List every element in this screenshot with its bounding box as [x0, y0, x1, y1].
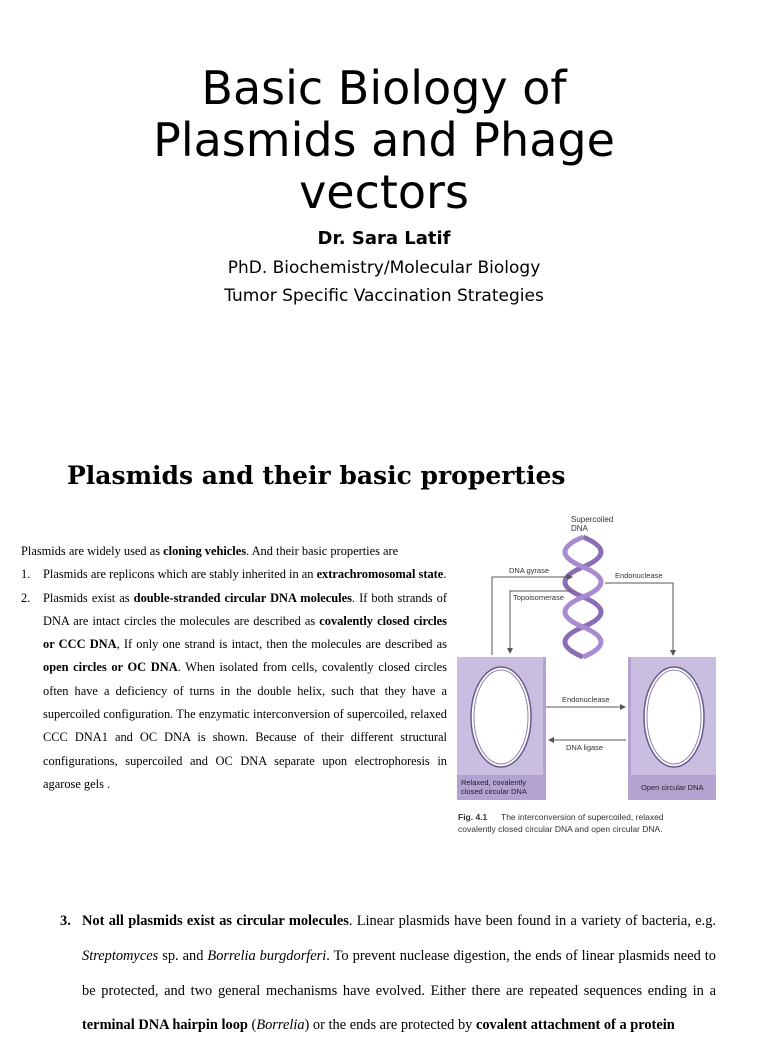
caption-line-1: The interconversion of supercoiled, relaxed [501, 812, 664, 822]
item-bold: open circles or OC DNA [43, 660, 178, 675]
item-text: ( [247, 1017, 257, 1034]
item-text: Plasmids exist as [43, 590, 134, 605]
intro-paragraph [21, 540, 447, 563]
gyrase-arrow [492, 577, 572, 655]
dna-ligase-label: DNA ligase [566, 743, 604, 752]
relaxed-circle [471, 667, 531, 767]
dna-interconversion-figure [455, 505, 723, 840]
list-item [21, 563, 447, 586]
dna-gyrase-label: DNA gyrase [509, 566, 550, 575]
list-item [82, 904, 716, 1043]
item-bold: extrachromosomal state [316, 567, 444, 582]
supercoiled-label-2: DNA [571, 524, 588, 533]
page-title [0, 62, 768, 218]
author-name: Dr. Sara Latif [317, 228, 451, 249]
list-number: 3. [60, 913, 71, 929]
supercoiled-dna-helix [565, 537, 601, 657]
title-line-3: vectors [299, 165, 469, 219]
relaxed-label-2: closed circular DNA [461, 787, 527, 796]
item-text: . When isolated from cells, covalently closed circles often have a deficiency of turns in the double helix, such that they have a supercoiled configuration. The enzymatic interconversion of supercoiled, relaxed CCC DNA1 and OC DNA is shown. Because of their different structural configurations, supercoiled and OC DNA separate upon electrophoresis in agarose gels . [43, 660, 448, 791]
item-bold: double-stranded circular DNA molecules [133, 590, 352, 605]
topoisomerase-label: Topoisomerase [513, 593, 564, 602]
intro-text: Plasmids are widely used as [21, 544, 164, 558]
list-item [21, 587, 447, 797]
item-text: ) or the ends are protected by [304, 1017, 476, 1034]
open-circular-label: Open circular DNA [641, 783, 704, 792]
item-text: . If both strands of DNA are intact circles the molecules are described as [43, 590, 447, 628]
endonuclease-mid-label: Endonuclease [562, 695, 610, 704]
list-number: 2. [21, 590, 31, 605]
linear-plasmids-paragraph [60, 904, 716, 1043]
item-text: . Linear plasmids have been found in a variety of bacteria, e.g. [348, 913, 716, 929]
list-number: 1. [21, 567, 31, 582]
intro-bold: cloning vehicles [163, 544, 247, 558]
section-heading: Plasmids and their basic properties [67, 461, 566, 490]
item-text: Plasmids are replicons which are stably inherited in an [43, 567, 317, 582]
item-bold: terminal DNA hairpin loop [82, 1017, 248, 1034]
item-bold: covalently closed circles or CCC DNA [43, 613, 448, 652]
properties-list [21, 563, 447, 796]
author-research-topic: Tumor Specific Vaccination Strategies [224, 286, 544, 306]
caption-label: Fig. 4.1 [458, 812, 488, 822]
relaxed-label-1: Relaxed, covalently [461, 778, 527, 787]
figure-diagram [455, 505, 723, 840]
title-line-2: Plasmids and Phage [153, 113, 615, 167]
endonuclease-top-label: Endonuclease [615, 571, 663, 580]
item-text: , If only one strand is intact, then the molecules are described as [116, 637, 447, 652]
item-italic: Borrelia burgdorferi [207, 947, 327, 964]
endonuclease-top-arrow [605, 583, 673, 655]
caption-line-2: covalently closed circular DNA and open circular DNA. [458, 824, 663, 834]
plasmid-properties-text [21, 540, 447, 796]
author-degree: PhD. Biochemistry/Molecular Biology [227, 258, 541, 278]
item-text: . [443, 567, 447, 582]
item-italic: Borrelia [256, 1017, 305, 1034]
supercoiled-label-1: Supercoiled [571, 515, 614, 524]
intro-text-end: . And their basic properties are [246, 544, 399, 558]
item-bold: covalent attachment of a protein [475, 1017, 675, 1034]
title-line-1: Basic Biology of [201, 61, 567, 115]
item-text: . To prevent nuclease digestion, the ends of linear plasmids need to be protected, and two general mechanisms have evolved. Either there are repeated sequences ending in a [82, 947, 716, 999]
item-text: sp. and [158, 947, 208, 964]
item-bold: Not all plasmids exist as circular molecules [82, 913, 349, 929]
item-italic: Streptomyces [82, 947, 159, 964]
open-circle [644, 667, 704, 767]
